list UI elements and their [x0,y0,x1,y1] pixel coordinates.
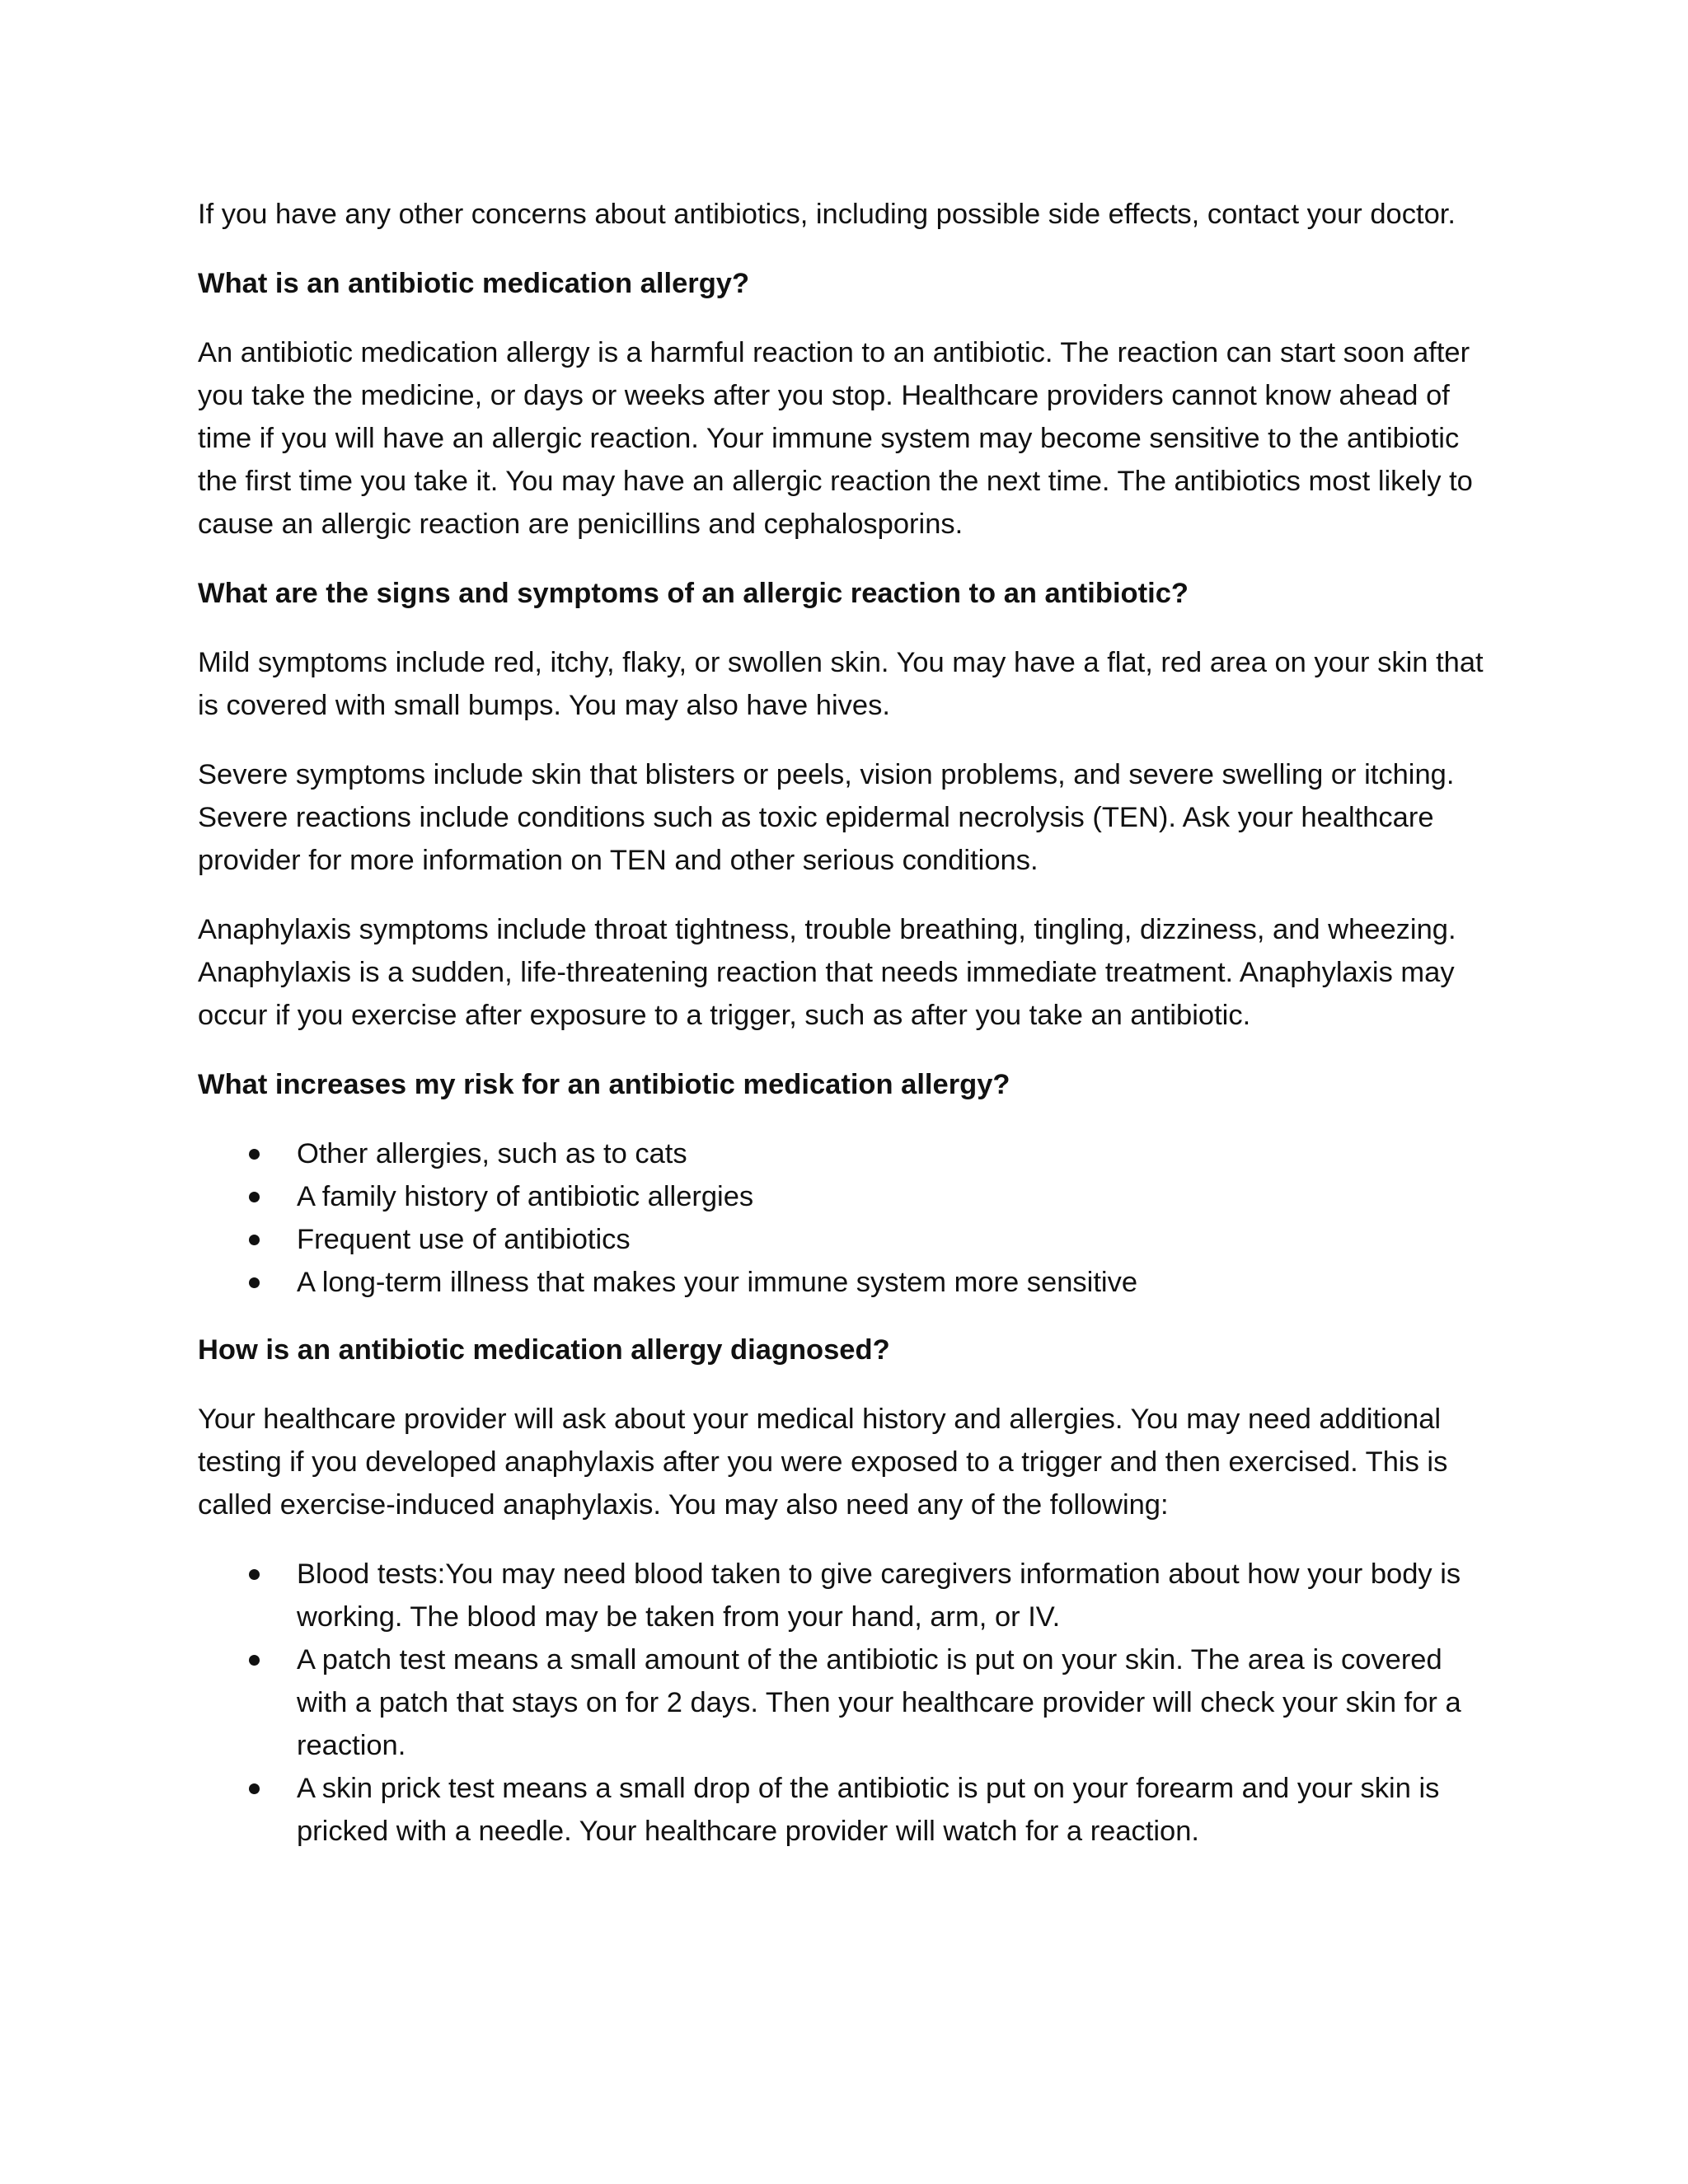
document-page [198,193,1500,1877]
list-item [198,1553,1500,1638]
list-item-text: A family history of antibiotic allergies [297,1181,754,1212]
diagnosis-paragraph: Your healthcare provider will ask about your medical history and allergies. You may need additional testing if you developed anaphylaxis after you were exposed to a trigger and then exercised. This is called exercise-induced anaphylaxis. You may also need any of the following: [198,1404,1448,1521]
bullet-icon [249,1149,260,1160]
heading-risk-factors: What increases my risk for an antibiotic medication allergy? [198,1069,1010,1100]
bullet-icon [249,1192,260,1202]
list-item [198,1218,1500,1261]
heading-signs-symptoms: What are the signs and symptoms of an allergic reaction to an antibiotic? [198,578,1189,609]
list-item-text: A long-term illness that makes your immune system more sensitive [297,1267,1138,1298]
list-item [198,1132,1500,1175]
list-item [198,1175,1500,1218]
list-item-text: Frequent use of antibiotics [297,1224,631,1255]
bullet-icon [249,1655,260,1666]
list-item-text: A skin prick test means a small drop of the antibiotic is put on your forearm and your skin is pricked with a needle. Your healthcare provider will watch for a reaction. [297,1773,1440,1847]
bullet-icon [249,1569,260,1580]
heading-what-is-allergy: What is an antibiotic medication allergy? [198,268,750,299]
mild-symptoms-paragraph: Mild symptoms include red, itchy, flaky, or swollen skin. You may have a flat, red area on your skin that is covered with small bumps. You may also have hives. [198,647,1484,721]
list-item-text: Blood tests:You may need blood taken to give caregivers information about how your body is working. The blood may be taken from your hand, arm, or IV. [297,1558,1461,1633]
diagnosis-tests-list [198,1553,1500,1853]
risk-factors-list [198,1132,1500,1304]
anaphylaxis-symptoms-paragraph: Anaphylaxis symptoms include throat tightness, trouble breathing, tingling, dizziness, and wheezing. Anaphylaxis is a sudden, life-threatening reaction that needs immediate treatment. Anaphylaxis may occur if you exercise after exposure to a trigger, such as after you take an antibiotic. [198,914,1456,1031]
list-item [198,1767,1500,1853]
allergy-definition-paragraph: An antibiotic medication allergy is a harmful reaction to an antibiotic. The reaction can start soon after you take the medicine, or days or weeks after you stop. Healthcare providers cannot know ahead of time if you will have an allergic reaction. Your immune system may become sensitive to the antibiotic the first time you take it. You may have an allergic reaction the next time. The antibiotics most likely to cause an allergic reaction are penicillins and cephalosporins. [198,337,1473,540]
bullet-icon [249,1783,260,1794]
list-item [198,1638,1500,1767]
list-item [198,1261,1500,1304]
list-item-text: A patch test means a small amount of the antibiotic is put on your skin. The area is covered with a patch that stays on for 2 days. Then your healthcare provider will check your skin for a reaction. [297,1644,1461,1761]
heading-diagnosis: How is an antibiotic medication allergy diagnosed? [198,1334,890,1366]
list-item-text: Other allergies, such as to cats [297,1138,687,1169]
intro-paragraph: If you have any other concerns about antibiotics, including possible side effects, contact your doctor. [198,199,1456,230]
severe-symptoms-paragraph: Severe symptoms include skin that blisters or peels, vision problems, and severe swelling or itching. Severe reactions include conditions such as toxic epidermal necrolysis (TEN). Ask your healthcare provider for more information on TEN and other serious conditions. [198,759,1455,876]
bullet-icon [249,1235,260,1245]
bullet-icon [249,1277,260,1288]
